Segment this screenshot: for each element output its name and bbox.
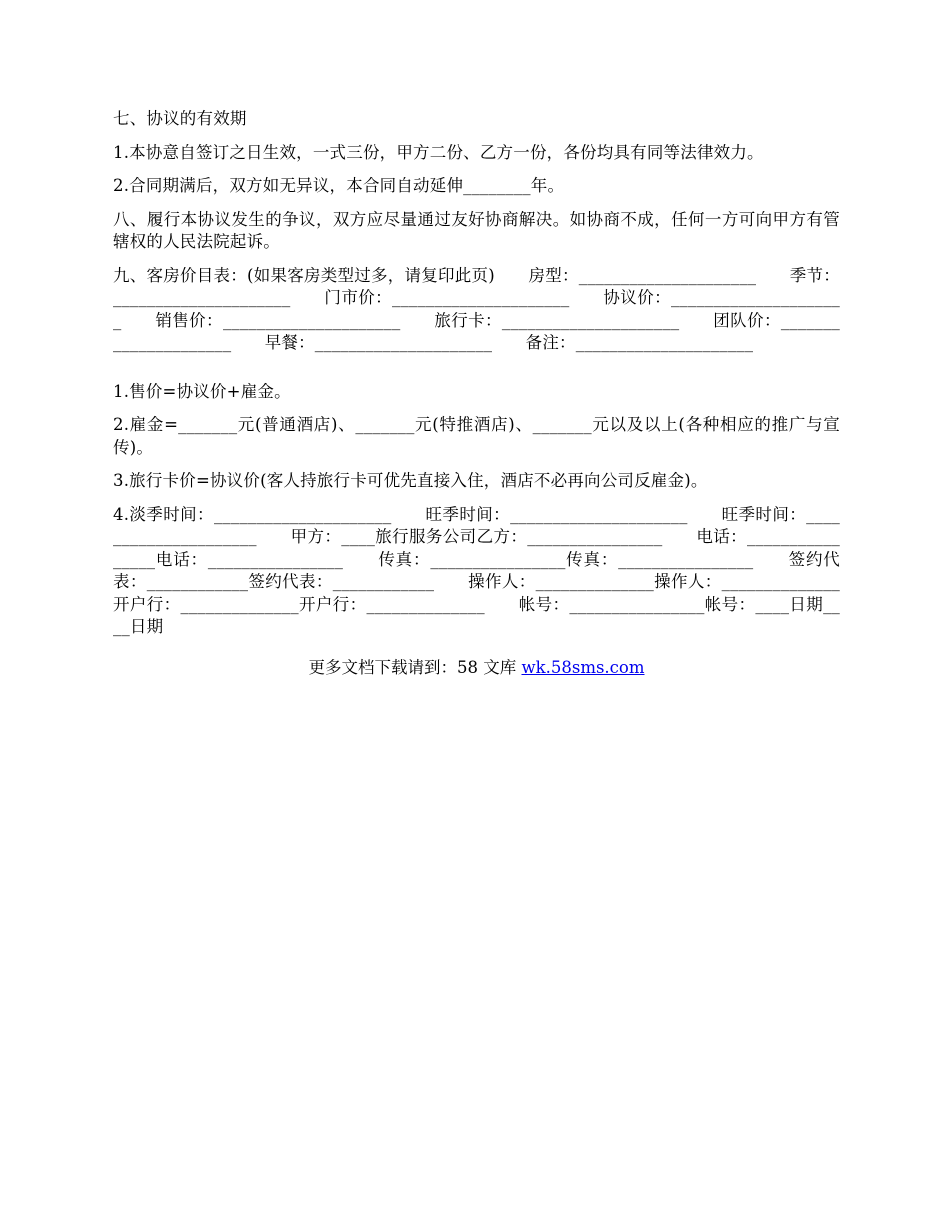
price-rule-2: 2.雇金=_______元(普通酒店)、_______元(特推酒店)、_______元以及以上(各种相应的推广与宣传)。 bbox=[113, 415, 840, 457]
document-page bbox=[113, 108, 874, 679]
price-rule-1: 1.售价=协议价+雇金。 bbox=[113, 381, 291, 401]
section-7-item-2: 2.合同期满后，双方如无异议，本合同自动延伸________年。 bbox=[113, 176, 565, 195]
contact-signature-block: 4.淡季时间：_____________________ 旺季时间：_____________________ 旺季时间：_____________________ 甲方：____旅行服务公司乙方：________________ 电话：________________电话：________________ 传真：________________传真：________________ 签约代表：____________签约代表：____________ 操作人：______________操作人：______________ 开户行：______________开户行：______________ 帐号：________________帐号：____日期____日期 bbox=[113, 504, 874, 636]
footer bbox=[113, 657, 840, 679]
section-7-heading: 七、协议的有效期 bbox=[113, 109, 247, 128]
section-9-room-price-table: 九、客房价目表：(如果客房类型过多，请复印此页) 房型：_____________________ 季节：_____________________ 门市价：_____________________ 协议价：_____________________ 销售价：_____________________ 旅行卡：_____________________ 团队价：_____________________ 早餐：_____________________ 备注：_____________________ bbox=[113, 265, 840, 352]
section-7-item-1: 1.本协意自签订之日生效，一式三份，甲方二份、乙方一份，各份均具有同等法律效力。 bbox=[113, 142, 764, 162]
price-rule-3: 3.旅行卡价=协议价(客人持旅行卡可优先直接入住，酒店不必再向公司反雇金)。 bbox=[113, 471, 708, 490]
footer-text: 更多文档下载请到：58 文库 bbox=[308, 657, 522, 677]
section-8-dispute: 八、履行本协议发生的争议，双方应尽量通过友好协商解决。如协商不成，任何一方可向甲方有管辖权的人民法院起诉。 bbox=[113, 209, 840, 251]
footer-link[interactable]: wk.58sms.com bbox=[521, 657, 645, 677]
